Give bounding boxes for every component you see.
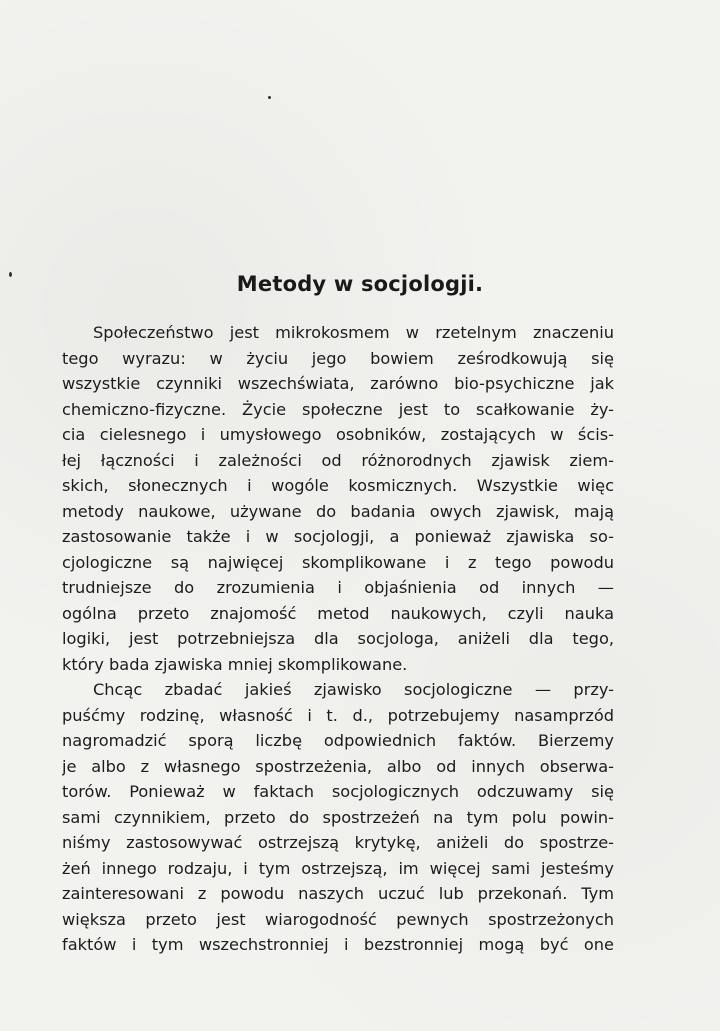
text-line: niśmy zastosowywać ostrzejszą krytykę, aniżeli do spostrze-	[62, 833, 614, 852]
text-line: torów. Ponieważ w faktach socjologicznych odczuwamy się	[62, 782, 614, 801]
ink-speck	[268, 96, 271, 99]
text-line: zainteresowani z powodu naszych uczuć lub przekonań. Tym	[62, 884, 614, 903]
text-line: żeń innego rodzaju, i tym ostrzejszą, im więcej sami jesteśmy	[62, 858, 614, 878]
text-line: tego wyrazu: w życiu jego bowiem ześrodkowują się	[62, 348, 614, 368]
page-title: Metody w socjologji.	[236, 272, 484, 296]
text-line: Chcąc zbadać jakieś zjawisko socjologiczne — przy-	[93, 680, 614, 699]
text-line: logiki, jest potrzebniejsza dla socjologa, aniżeli dla tego,	[62, 629, 614, 648]
text-line: łej łączności i zależności od różnorodnych zjawisk ziem-	[62, 450, 614, 470]
text-line: wszystkie czynniki wszechświata, zarówno bio-psychiczne jak	[62, 374, 614, 393]
text-line: większa przeto jest wiarogodność pewnych spostrzeżonych	[62, 909, 614, 929]
text-line: trudniejsze do zrozumienia i objaśnienia od innych —	[62, 578, 614, 597]
text-line: nagromadzić sporą liczbę odpowiednich faktów. Bierzemy	[62, 731, 614, 750]
text-line: sami czynnikiem, przeto do spostrzeżeń na tym polu powin-	[62, 807, 614, 827]
text-line: chemiczno-fizyczne. Życie społeczne jest to scałkowanie ży-	[62, 399, 614, 419]
text-line: ogólna przeto znajomość metod naukowych, czyli nauka	[62, 603, 614, 623]
text-line: cia cielesnego i umysłowego osobników, zostających w ścis-	[62, 425, 614, 444]
text-line: który bada zjawiska mniej skomplikowane.	[62, 654, 408, 674]
text-line: faktów i tym wszechstronniej i bezstronniej mogą być one	[62, 935, 614, 954]
text-line: zastosowanie także i w socjologji, a ponieważ zjawiska so-	[62, 527, 614, 546]
text-line: puśćmy rodzinę, własność i t. d., potrzebujemy nasamprzód	[62, 705, 614, 725]
text-line: cjologiczne są najwięcej skomplikowane i z tego powodu	[62, 552, 614, 572]
paragraph-2	[62, 677, 614, 958]
paragraph-1	[62, 320, 614, 677]
text-line: skich, słonecznych i wogóle kosmicznych. Wszystkie więc	[62, 476, 614, 495]
text-line: metody naukowe, używane do badania owych zjawisk, mają	[62, 501, 614, 521]
text-line: Społeczeństwo jest mikrokosmem w rzetelnym znaczeniu	[93, 323, 614, 342]
text-line: je albo z własnego spostrzeżenia, albo od innych obserwa-	[62, 756, 614, 776]
body-text	[62, 320, 614, 958]
